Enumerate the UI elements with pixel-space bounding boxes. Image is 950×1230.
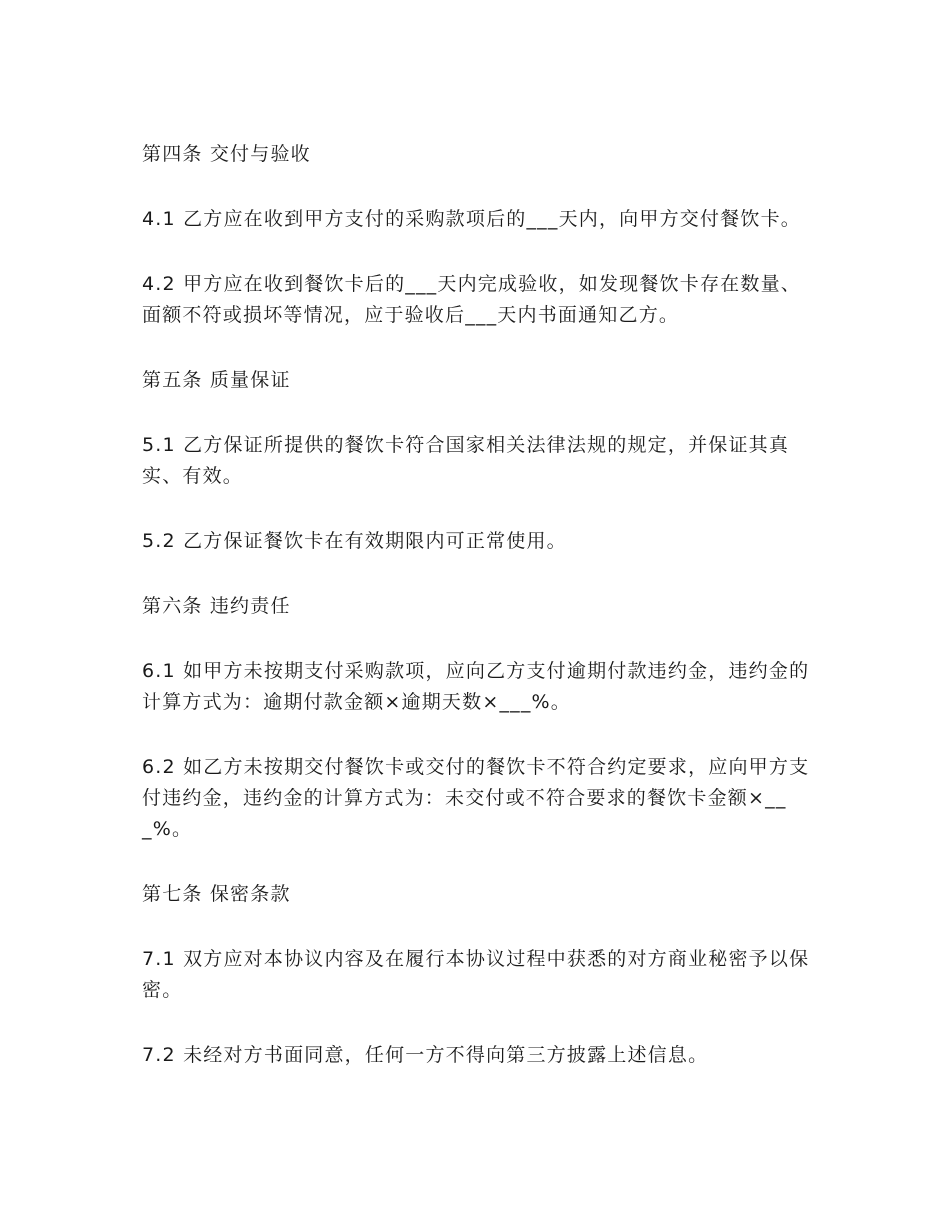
clause-6-1 [142,656,810,718]
section-heading-6: 第六条 违约责任 [142,595,291,617]
clause-5-2 [142,526,810,557]
clause-number: 7.1 [142,948,176,970]
clause-7-1 [142,944,810,1006]
clause-number: 4.2 [142,273,176,295]
section-heading-4: 第四条 交付与验收 [142,143,311,165]
clause-4-1 [142,204,810,235]
clause-number: 7.2 [142,1044,176,1066]
clause-text: 乙方保证所提供的餐饮卡符合国家相关法律法规的规定，并保证其真实、有效。 [142,434,790,487]
clause-number: 4.1 [142,208,176,230]
section-heading-7: 第七条 保密条款 [142,883,291,905]
clause-text: 如乙方未按期交付餐饮卡或交付的餐饮卡不符合约定要求，应向甲方支付违约金，违约金的计算方式为：未交付或不符合要求的餐饮卡金额×___%。 [142,756,810,840]
clause-6-2 [142,752,810,845]
clause-text: 甲方应在收到餐饮卡后的___天内完成验收，如发现餐饮卡存在数量、面额不符或损坏等情况，应于验收后___天内书面通知乙方。 [142,273,801,326]
clause-number: 5.1 [142,434,176,456]
clause-7-2 [142,1040,810,1071]
clause-text: 如甲方未按期支付采购款项，应向乙方支付逾期付款违约金，违约金的计算方式为：逾期付款金额×逾期天数×___%。 [142,660,810,713]
clause-4-2 [142,269,810,331]
clause-text: 乙方保证餐饮卡在有效期限内可正常使用。 [183,530,567,552]
section-heading-5: 第五条 质量保证 [142,369,291,391]
clause-text: 双方应对本协议内容及在履行本协议过程中获悉的对方商业秘密予以保密。 [142,948,810,1001]
document-body [142,139,810,1105]
clause-text: 未经对方书面同意，任何一方不得向第三方披露上述信息。 [183,1044,709,1066]
clause-text: 乙方应在收到甲方支付的采购款项后的___天内，向甲方交付餐饮卡。 [183,208,801,230]
clause-number: 6.2 [142,756,176,778]
clause-5-1 [142,430,810,492]
clause-number: 5.2 [142,530,176,552]
clause-number: 6.1 [142,660,176,682]
